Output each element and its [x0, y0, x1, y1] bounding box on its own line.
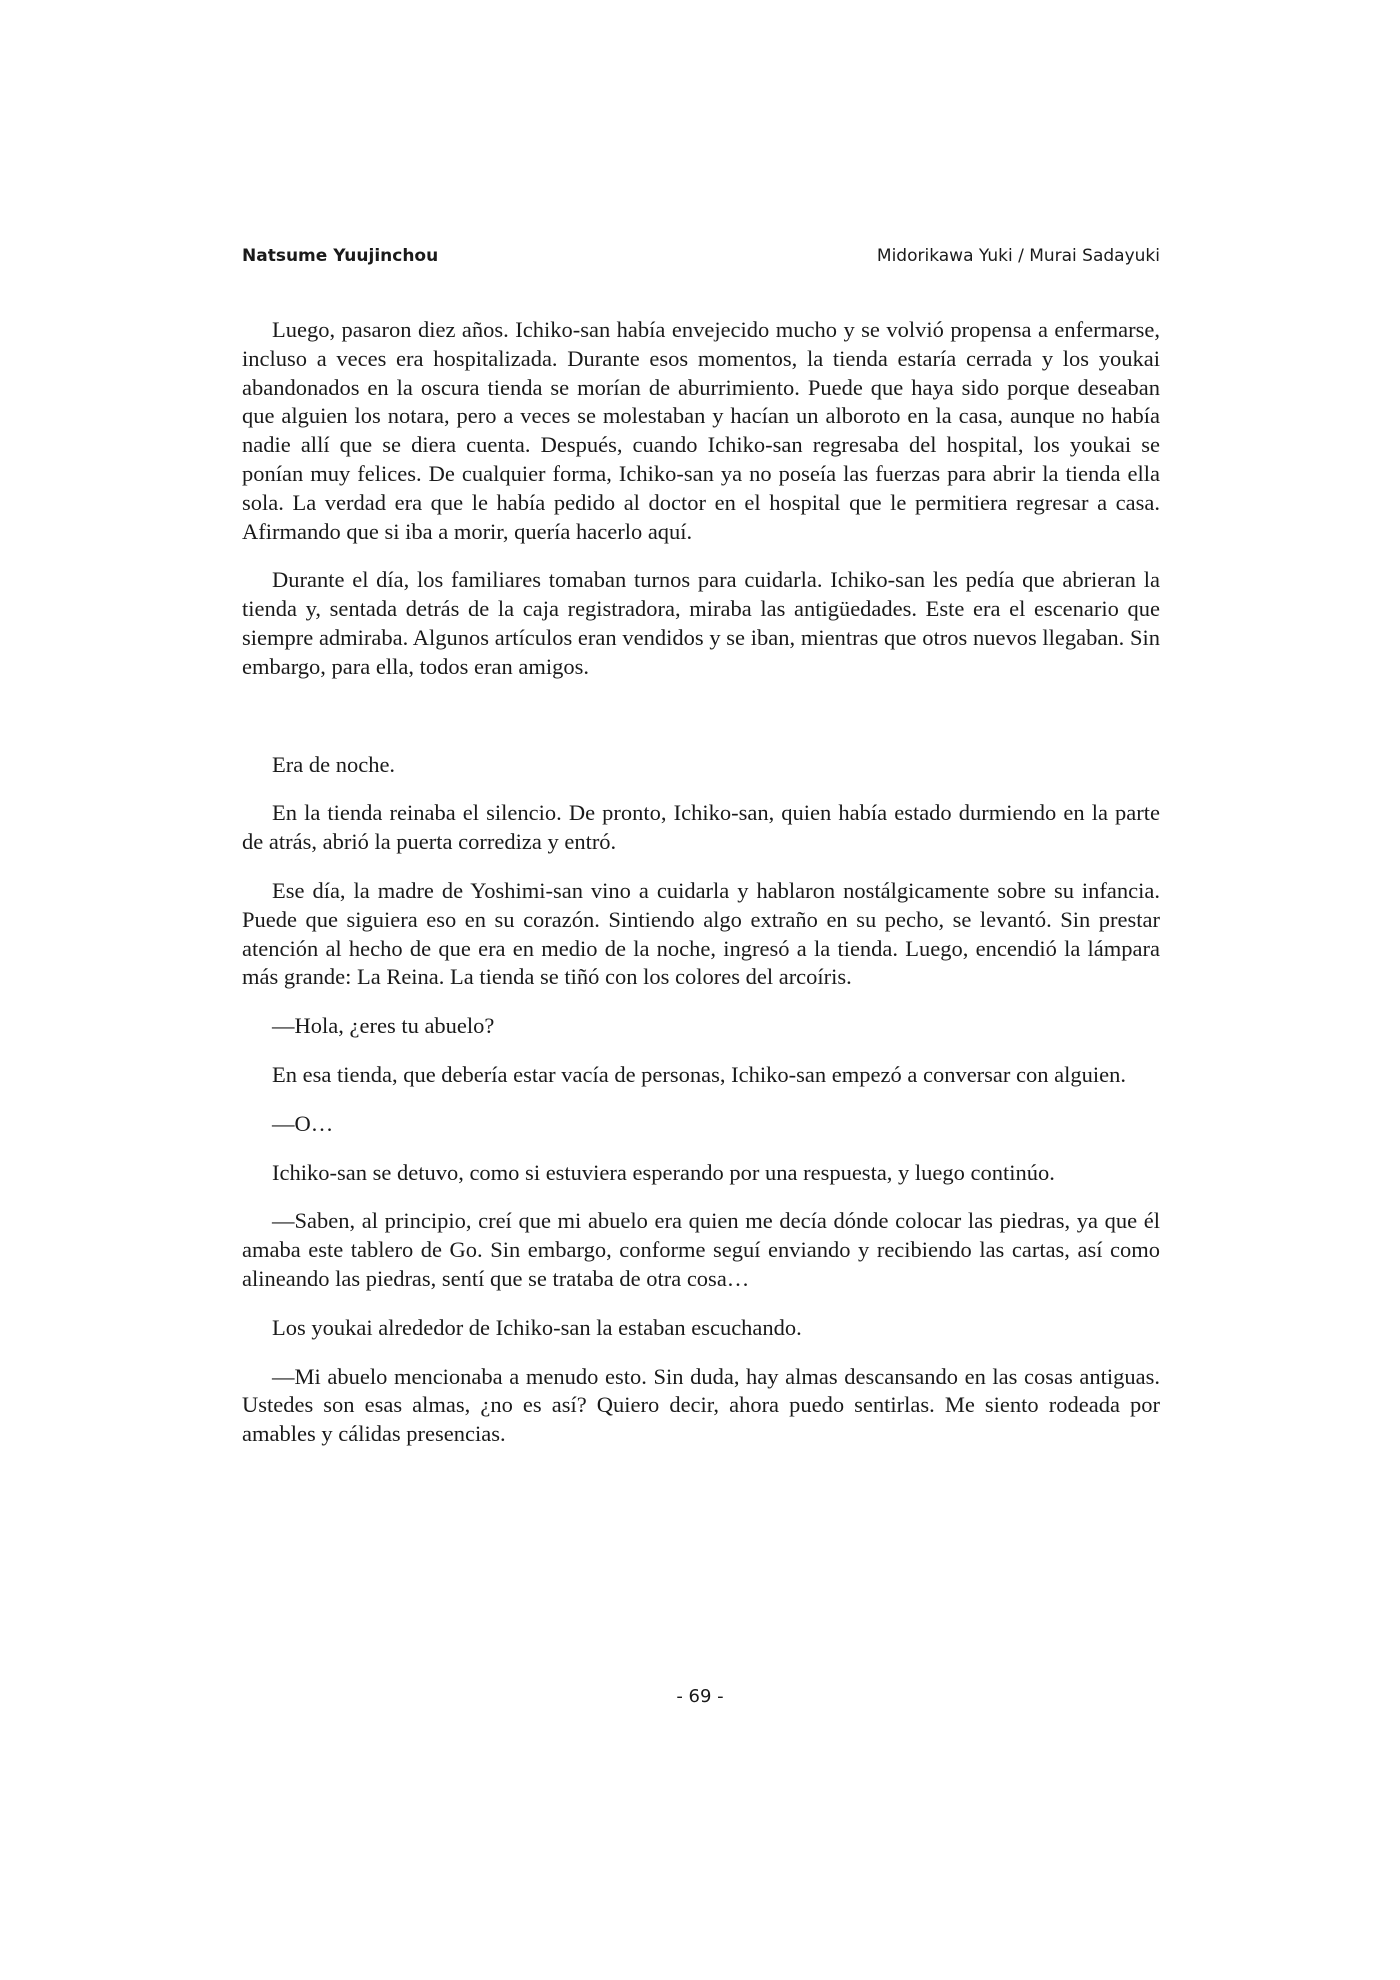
book-title: Natsume Yuujinchou: [242, 246, 439, 266]
paragraph: Durante el día, los familiares tomaban turnos para cuidarla. Ichiko-san les pedía que abrieran la tienda y, sentada detrás de la caja registradora, miraba las antigüedades. Este era el escenario que siempre admiraba. Algunos artículos eran vendidos y se iban, mientras que otros nuevos llegaban. Sin embargo, para ella, todos eran amigos.: [242, 567, 1160, 679]
paragraph: Ese día, la madre de Yoshimi-san vino a cuidarla y hablaron nostálgicamente sobre su infancia. Puede que siguiera eso en su corazón. Sintiendo algo extraño en su pecho, se levantó. Sin prestar atención al hecho de que era en medio de la noche, ingresó a la tienda. Luego, encendió la lámpara más grande: La Reina. La tienda se tiñó con los colores del arcoíris.: [242, 877, 1160, 990]
paragraph: En la tienda reinaba el silencio. De pronto, Ichiko-san, quien había estado durmiendo en la parte de atrás, abrió la puerta corrediza y entró.: [242, 800, 1160, 855]
scene-break: [242, 702, 1160, 751]
dialogue-line: —Saben, al principio, creí que mi abuelo era quien me decía dónde colocar las piedras, ya que él amaba este tablero de Go. Sin embargo, conforme seguí enviando y recibiendo las cartas, así como alineando las piedras, sentí que se trataba de otra cosa…: [242, 1208, 1160, 1291]
paragraph: Ichiko-san se detuvo, como si estuviera esperando por una respuesta, y luego continúo.: [272, 1159, 1055, 1185]
paragraph: Luego, pasaron diez años. Ichiko-san había envejecido mucho y se volvió propensa a enfermarse, incluso a veces era hospitalizada. Durante esos momentos, la tienda estaría cerrada y los youkai abandonados en la oscura tienda se morían de aburrimiento. Puede que haya sido porque deseaban que alguien los notara, pero a veces se molestaban y hacían un alboroto en la casa, aunque no había nadie allí que se diera cuenta. Después, cuando Ichiko-san regresaba del hospital, los youkai se ponían muy felices. De cualquier forma, Ichiko-san ya no poseía las fuerzas para abrir la tienda ella sola. La verdad era que le había pedido al doctor en el hospital que le permitiera regresar a casa. Afirmando que si iba a morir, quería hacerlo aquí.: [242, 317, 1160, 544]
authors: Midorikawa Yuki / Murai Sadayuki: [876, 246, 1160, 266]
dialogue-line: —O…: [272, 1110, 334, 1136]
body-text: [242, 316, 1160, 1469]
dialogue-line: —Mi abuelo mencionaba a menudo esto. Sin duda, hay almas descansando en las cosas antiguas. Ustedes son esas almas, ¿no es así? Quiero decir, ahora puedo sentirlas. Me siento rodeada por amables y cálidas presencias.: [242, 1363, 1160, 1447]
page-number: - 69 -: [676, 1686, 724, 1707]
dialogue-line: —Hola, ¿eres tu abuelo?: [272, 1013, 495, 1039]
running-header: [242, 246, 1160, 266]
paragraph: En esa tienda, que debería estar vacía de personas, Ichiko-san empezó a conversar con alguien.: [272, 1061, 1126, 1087]
paragraph: Los youkai alrededor de Ichiko-san la estaban escuchando.: [272, 1314, 802, 1340]
paragraph: Era de noche.: [272, 751, 396, 777]
